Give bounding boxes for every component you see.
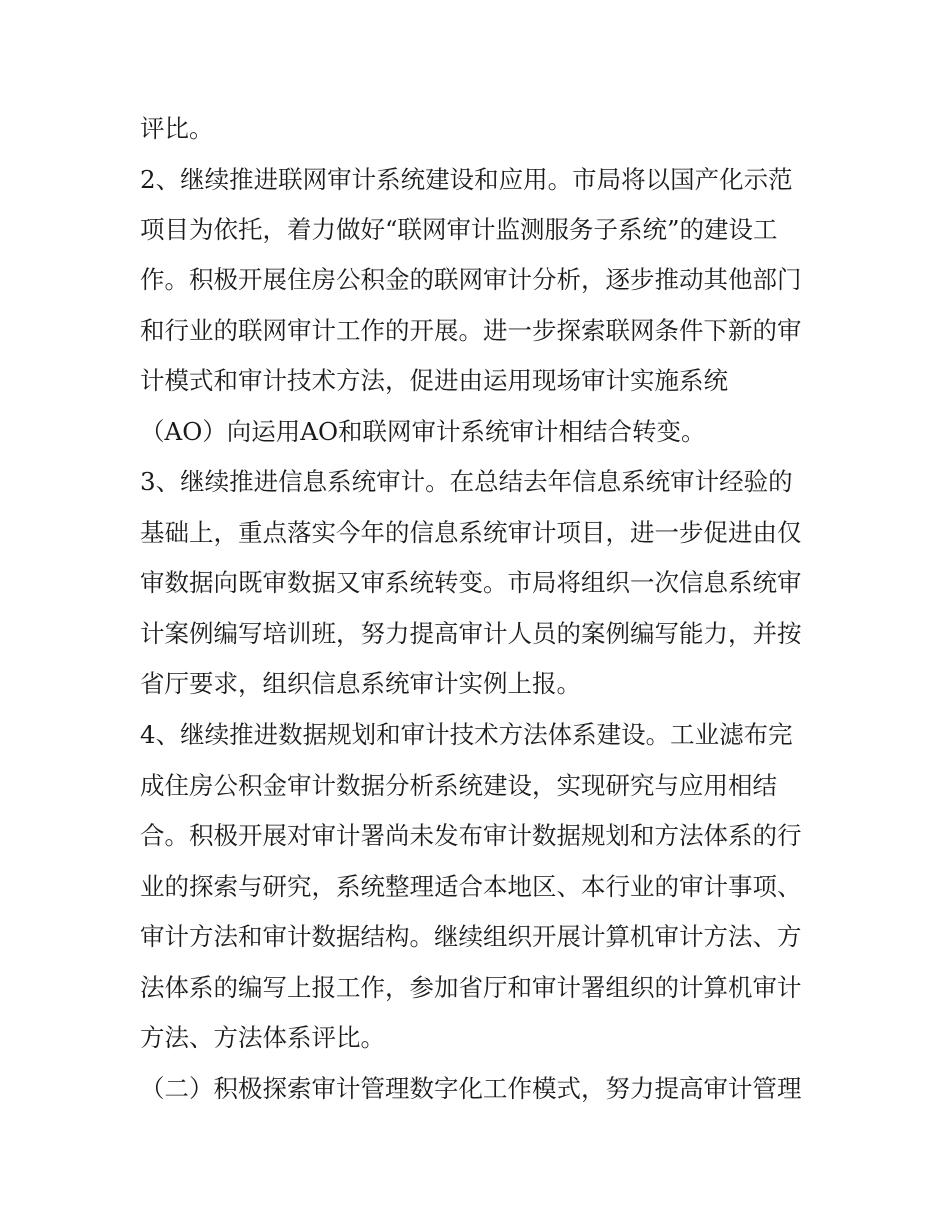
text-line-13: 4、继续推进数据规划和审计技术方法体系建设。工业滤布完 — [140, 720, 793, 749]
text-line-19: 方法、方法体系评比。 — [140, 1023, 385, 1052]
text-line-5: 和行业的联网审计工作的开展。进一步探索联网条件下新的审 — [140, 316, 802, 345]
text-line-3: 项目为依托，着力做好“联网审计监测服务子系统”的建设工 — [140, 215, 778, 244]
text-line-20: （二）积极探索审计管理数字化工作模式，努力提高审计管理 — [140, 1074, 802, 1103]
text-line-4: 作。积极开展住房公积金的联网审计分析，逐步推动其他部门 — [140, 265, 802, 294]
text-line-8: 3、继续推进信息系统审计。在总结去年信息系统审计经验的 — [140, 467, 793, 496]
text-line-16: 业的探索与研究，系统整理适合本地区、本行业的审计事项、 — [140, 872, 802, 901]
text-line-2: 2、继续推进联网审计系统建设和应用。市局将以国产化示范 — [140, 165, 793, 194]
text-line-12: 省厅要求，组织信息系统审计实例上报。 — [140, 669, 581, 698]
text-line-17: 审计方法和审计数据结构。继续组织开展计算机审计方法、方 — [140, 922, 802, 951]
text-line-11: 计案例编写培训班，努力提高审计人员的案例编写能力，并按 — [140, 619, 802, 648]
text-line-18: 法体系的编写上报工作，参加省厅和审计署组织的计算机审计 — [140, 973, 802, 1002]
text-line-14: 成住房公积金审计数据分析系统建设，实现研究与应用相结 — [140, 771, 777, 800]
text-line-6: 计模式和审计技术方法，促进由运用现场审计实施系统 — [140, 366, 728, 395]
text-line-10: 审数据向既审数据又审系统转变。市局将组织一次信息系统审 — [140, 568, 802, 597]
text-line-9: 基础上，重点落实今年的信息系统审计项目，进一步促进由仅 — [140, 518, 802, 547]
text-line-15: 合。积极开展对审计署尚未发布审计数据规划和方法体系的行 — [140, 821, 802, 850]
text-line-7: （AO）向运用AO和联网审计系统审计相结合转变。 — [140, 417, 706, 446]
text-line-1: 评比。 — [140, 114, 214, 143]
